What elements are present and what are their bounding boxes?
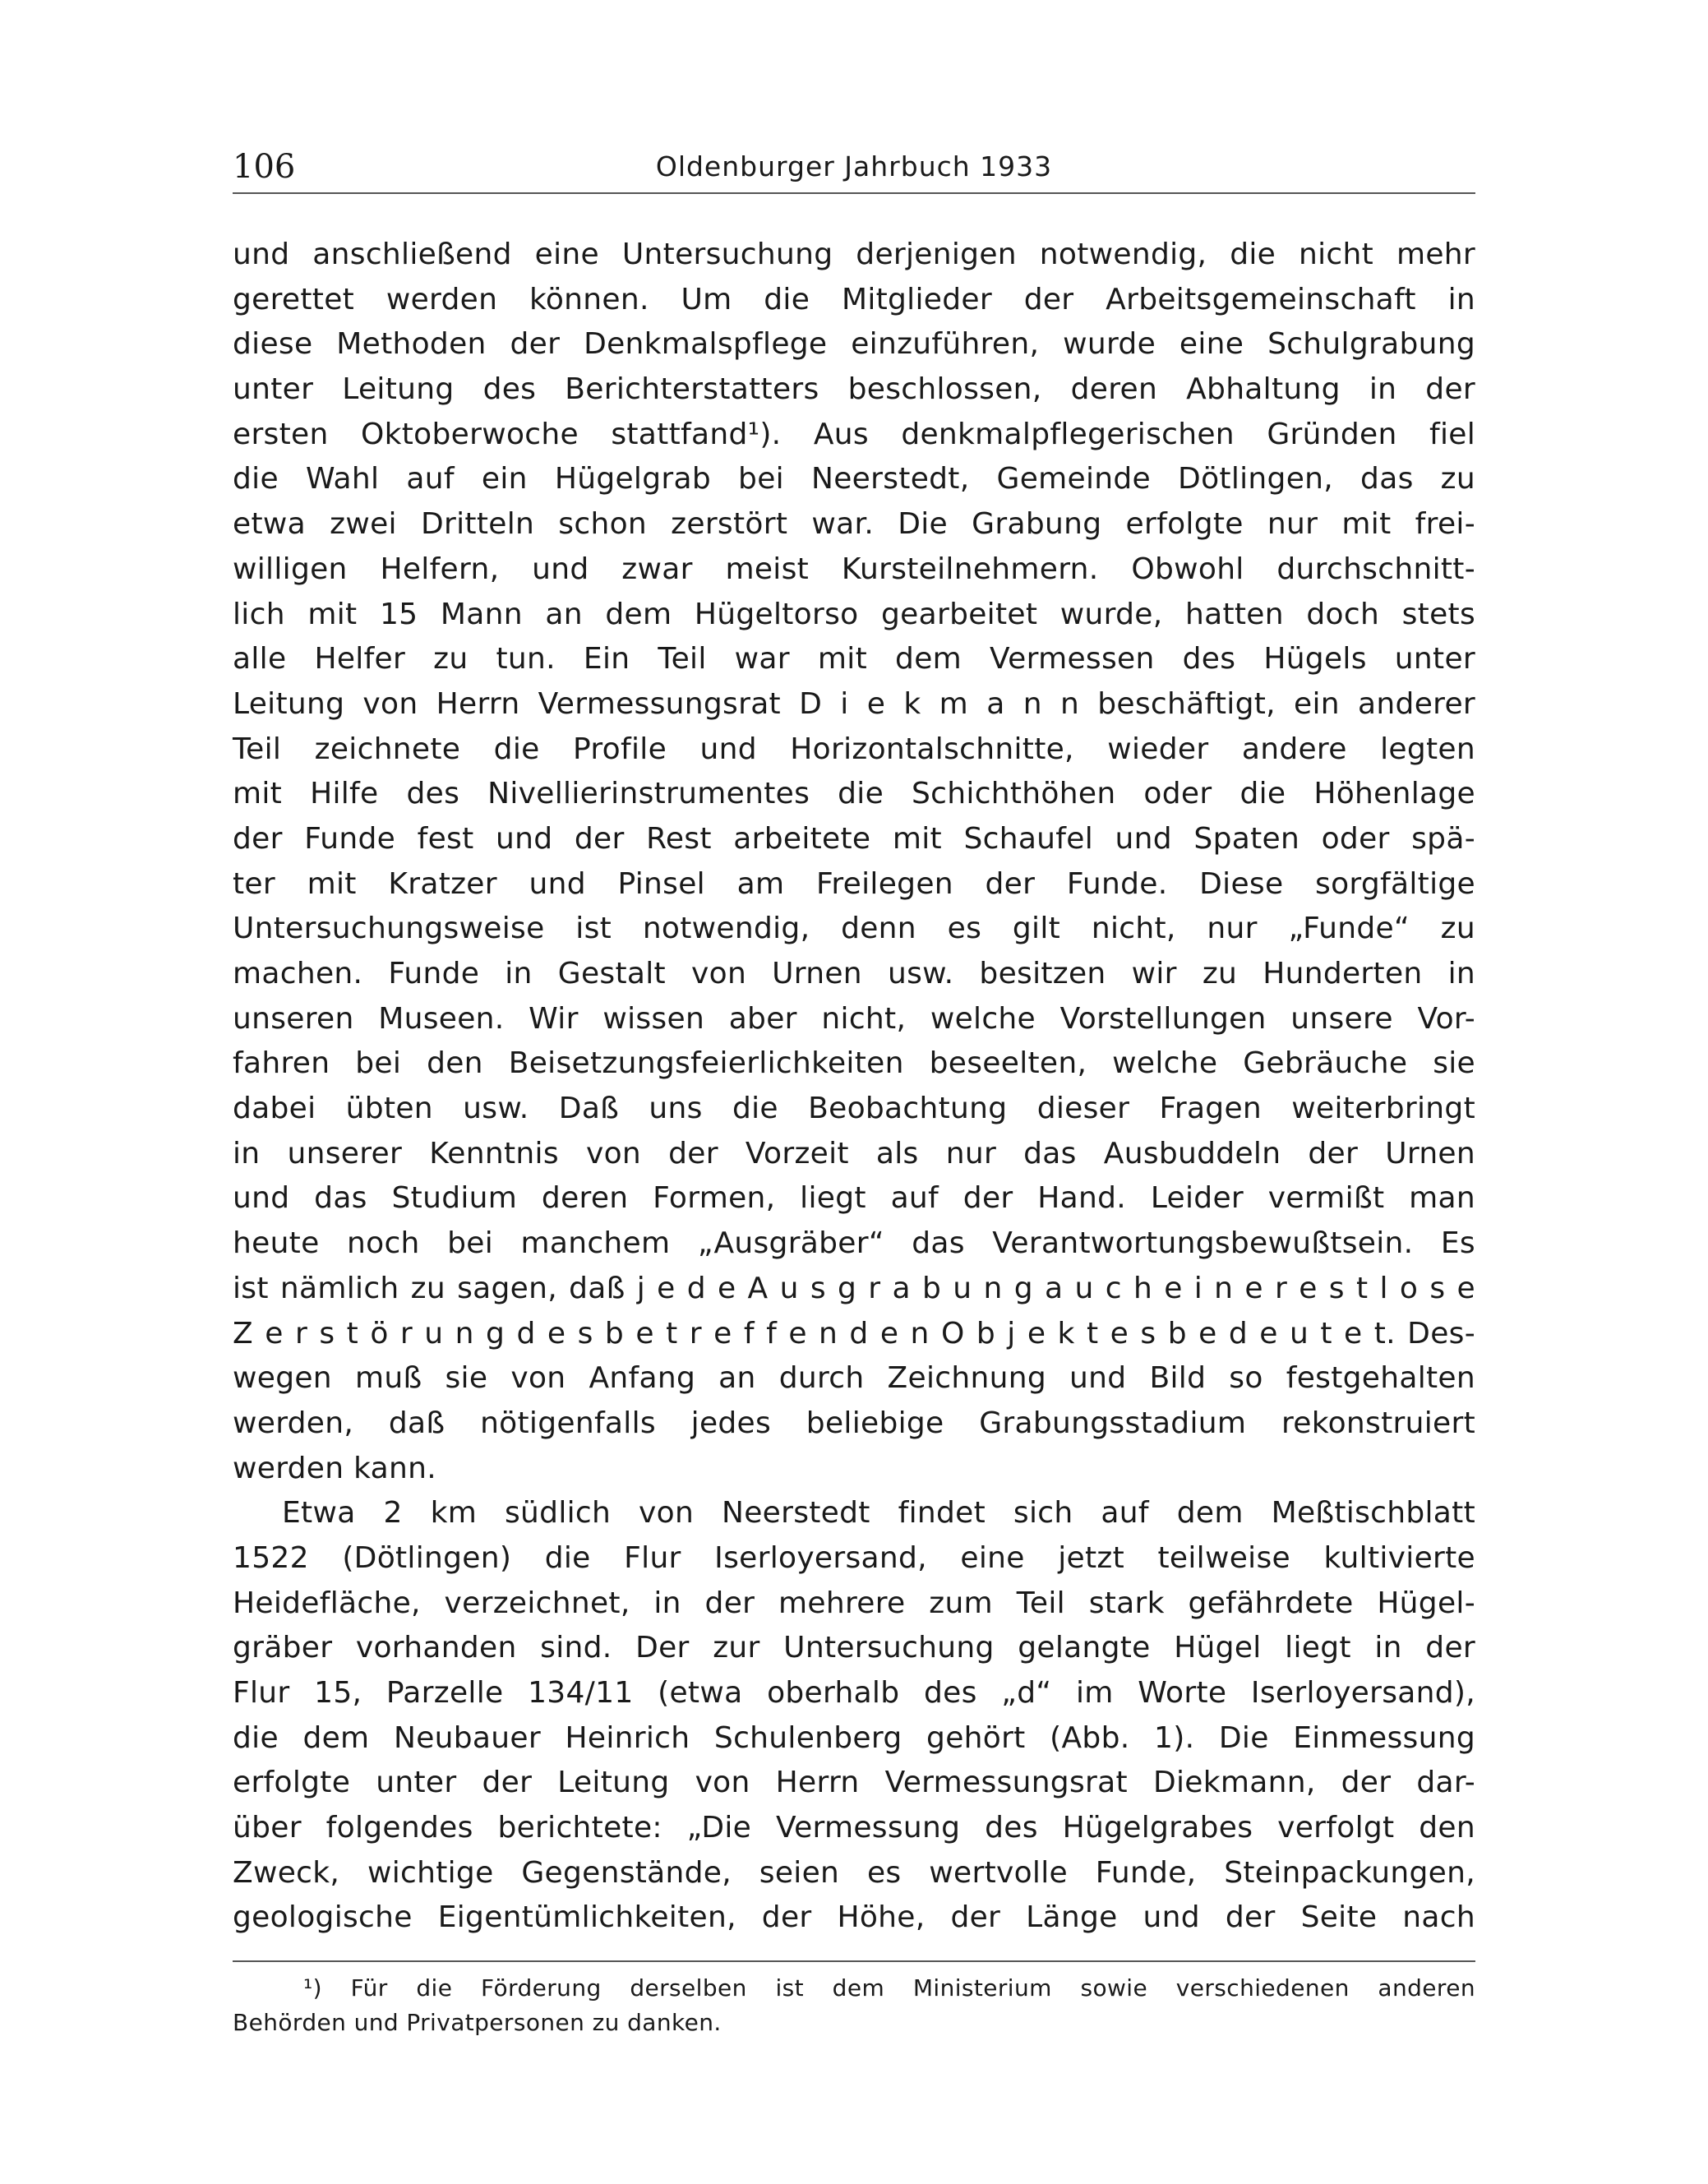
page-number: 106: [233, 148, 296, 186]
footnote-line: ¹) Für die Förderung derselben ist dem Ministerium sowie verschiedenen anderen: [303, 1974, 1475, 2002]
body-line: Zweck, wichtige Gegenstände, seien es wertvolle Funde, Steinpackungen,: [233, 1855, 1475, 1890]
footnote-rule: [233, 1960, 1475, 1962]
body-line: Z e r s t ö r u n g d e s b e t r e f f e n d e n O b j e k t e s b e d e u t e t. Des-: [233, 1316, 1475, 1351]
body-line: ist nämlich zu sagen, daß j e d e A u s g r a b u n g a u c h e i n e r e s t l o s e: [233, 1271, 1475, 1305]
header-rule: [233, 192, 1475, 194]
footnote-line: Behörden und Privatpersonen zu danken.: [233, 2009, 722, 2036]
body-line: gräber vorhanden sind. Der zur Untersuchung gelangte Hügel liegt in der: [233, 1631, 1475, 1665]
body-line: über folgendes berichtete: „Die Vermessung des Hügelgrabes verfolgt den: [233, 1811, 1475, 1845]
body-line: und das Studium deren Formen, liegt auf der Hand. Leider vermißt man: [233, 1181, 1475, 1216]
body-line: Untersuchungsweise ist notwendig, denn es gilt nicht, nur „Funde“ zu: [233, 912, 1475, 946]
running-head: Oldenburger Jahrbuch 1933: [655, 150, 1053, 182]
body-line: diese Methoden der Denkmalspflege einzuführen, wurde eine Schulgrabung: [233, 327, 1475, 362]
body-line: heute noch bei manchem „Ausgräber“ das Verantwortungsbewußtsein. Es: [233, 1226, 1475, 1261]
body-line: Flur 15, Parzelle 134/11 (etwa oberhalb des „d“ im Worte Iserloyersand),: [233, 1676, 1475, 1710]
body-line: 1522 (Dötlingen) die Flur Iserloyersand, eine jetzt teilweise kultivierte: [233, 1540, 1475, 1575]
body-line: die dem Neubauer Heinrich Schulenberg gehört (Abb. 1). Die Einmessung: [233, 1720, 1475, 1755]
body-line: erfolgte unter der Leitung von Herrn Vermessungsrat Diekmann, der dar-: [233, 1766, 1475, 1800]
body-line: Heidefläche, verzeichnet, in der mehrere zum Teil stark gefährdete Hügel-: [233, 1586, 1475, 1620]
body-line: ter mit Kratzer und Pinsel am Freilegen der Funde. Diese sorgfältige: [233, 866, 1475, 901]
body-line: in unserer Kenntnis von der Vorzeit als nur das Ausbuddeln der Urnen: [233, 1136, 1475, 1170]
body-line: die Wahl auf ein Hügelgrab bei Neerstedt, Gemeinde Dötlingen, das zu: [233, 462, 1475, 496]
body-line: wegen muß sie von Anfang an durch Zeichnung und Bild so festgehalten: [233, 1361, 1475, 1396]
body-line: geologische Eigentümlichkeiten, der Höhe, der Länge und der Seite nach: [233, 1900, 1475, 1935]
body-line: werden, daß nötigenfalls jedes beliebige Grabungsstadium rekonstruiert: [233, 1406, 1475, 1440]
body-line: unter Leitung des Berichterstatters beschlossen, deren Abhaltung in der: [233, 372, 1475, 407]
body-line: gerettet werden können. Um die Mitglieder der Arbeitsgemeinschaft in: [233, 282, 1475, 316]
page-header: [233, 146, 1475, 187]
body-line: fahren bei den Beisetzungsfeierlichkeiten beseelten, welche Gebräuche sie: [233, 1046, 1475, 1081]
body-line: mit Hilfe des Nivellierinstrumentes die Schichthöhen oder die Höhenlage: [233, 777, 1475, 811]
body-line: unseren Museen. Wir wissen aber nicht, welche Vorstellungen unsere Vor-: [233, 1001, 1475, 1036]
body-text: [233, 233, 1475, 1941]
body-line: lich mit 15 Mann an dem Hügeltorso gearbeitet wurde, hatten doch stets: [233, 597, 1475, 631]
footnotes: [233, 1971, 1475, 2040]
body-line: werden kann.: [233, 1451, 436, 1485]
body-line: Etwa 2 km südlich von Neerstedt findet sich auf dem Meßtischblatt: [282, 1496, 1475, 1531]
body-line: etwa zwei Dritteln schon zerstört war. Die Grabung erfolgte nur mit frei-: [233, 507, 1475, 542]
body-line: machen. Funde in Gestalt von Urnen usw. besitzen wir zu Hunderten in: [233, 957, 1475, 990]
body-line: dabei übten usw. Daß uns die Beobachtung dieser Fragen weiterbringt: [233, 1092, 1475, 1126]
body-line: ersten Oktoberwoche stattfand¹). Aus denkmalpflegerischen Gründen fiel: [233, 417, 1475, 451]
body-line: der Funde fest und der Rest arbeitete mit Schaufel und Spaten oder spä-: [233, 821, 1475, 856]
body-line: willigen Helfern, und zwar meist Kursteilnehmern. Obwohl durchschnitt-: [233, 552, 1475, 586]
body-line: Leitung von Herrn Vermessungsrat D i e k m a n n beschäftigt, ein anderer: [233, 686, 1475, 721]
body-line: und anschließend eine Untersuchung derjenigen notwendig, die nicht mehr: [233, 238, 1475, 271]
body-line: Teil zeichnete die Profile und Horizontalschnitte, wieder andere legten: [233, 732, 1475, 766]
body-line: alle Helfer zu tun. Ein Teil war mit dem Vermessen des Hügels unter: [233, 642, 1475, 676]
